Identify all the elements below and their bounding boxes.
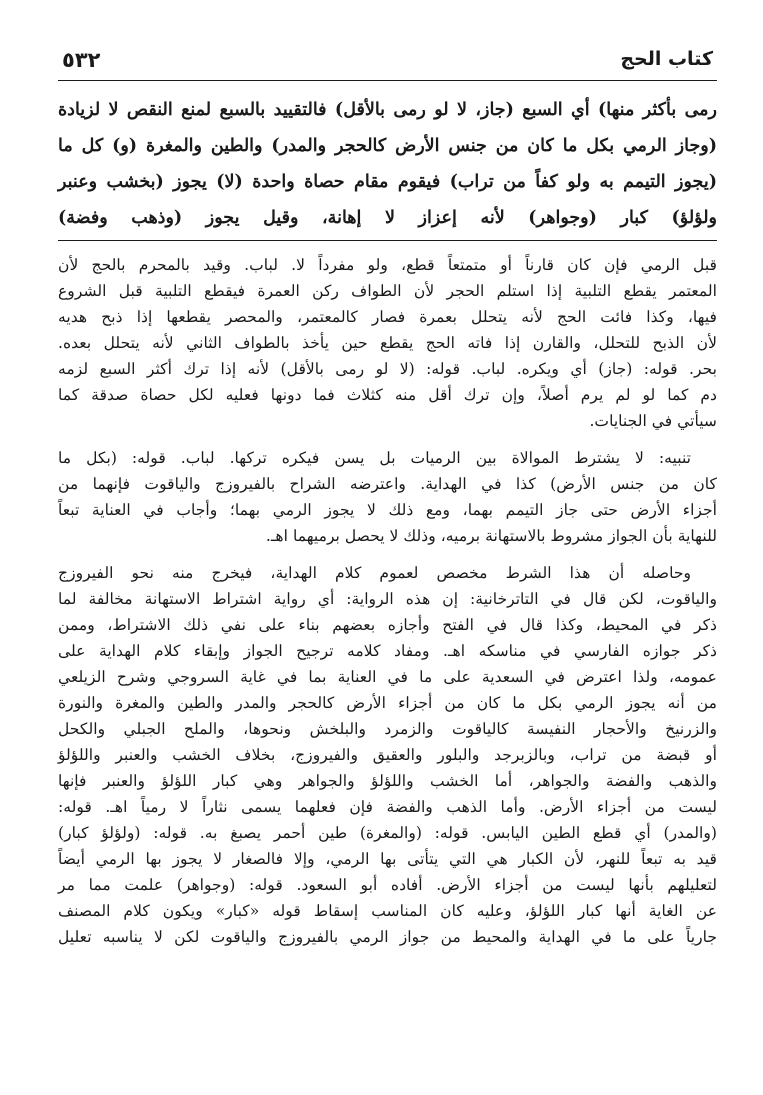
commentary-line: قيد به تبعاً للنهر، لأن الكبار هي التي يتأتى بها الرمي، وإلا فالصغار لا يجوز بها الرمي أيضاً [58,850,717,868]
commentary-line: وحاصله أن هذا الشرط مخصص لعموم كلام الهداية، فيخرج منه نحو الفيروزج [58,564,691,582]
commentary-line: لتعليلهم بأنها ليست من أجزاء الأرض. أفاده أبو السعود. قوله: (وجواهر) علمت مما مر [58,876,717,894]
commentary-line: أو قبضة من تراب، وبالزبرجد والبلور والعقيق والفيروزج، بخلاف الخشب والعنبر واللؤلؤ [58,746,717,764]
commentary-line: (والمدر) أي قطع الطين اليابس. قوله: (والمغرة) طين أحمر يصبغ به. قوله: (ولؤلؤ كبار) [58,824,717,842]
commentary-line: ذكر جوازه الفارسي في مناسكه اهـ. ومفاد كلامه ترجيح الجواز وإبقاء كلام الهداية على [58,642,717,660]
commentary-line: كان من جنس الأرض) كذا في الهداية. واعترضه الشراح بالفيروزج والياقوت فإنهما من [58,475,717,493]
main-text [58,92,717,236]
commentary-line: للنهاية بأن الجواز مشروط بالاستهانة برميه، وذلك لا يحصل برميهما اهـ. [265,527,717,545]
commentary-line: عمومه، ولذا اعترض في السعدية على ما في العناية بما في غاية السروجي وشرح الزيلعي [58,668,717,686]
commentary-paragraph [58,252,717,434]
commentary-line: جارياً على ما في الهداية والمحيط من جواز الرمي بالفيروزج والياقوت لكن لا يناسبه تعليل [58,928,717,946]
commentary-line: ذكر في المحيط، وكذا قال في الفتح وأجازه بعضهم بناء على نفي ذلك الاشتراط، وممن [58,616,717,634]
main-text-line: (وجاز الرمي بكل ما كان من جنس الأرض كالحجر والمدر) والطين والمغرة (و) كل ما [58,136,717,156]
commentary-line: عن الغاية أنها كبار اللؤلؤ، وعليه كان المناسب إسقاط قوله «كبار» ويكون كلام المصنف [58,902,717,920]
page-header [62,44,715,78]
main-text-line: (يجوز التيمم به ولو كفاً من تراب) فيقوم مقام حصاة واحدة (لا) يجوز (بخشب وعنبر [58,172,717,192]
commentary-line: تنبيه: لا يشترط الموالاة بين الرميات بل يسن فيكره تركها. لباب. قوله: (بكل ما [58,449,691,467]
commentary-line: المعتمر يقطع التلبية إذا استلم الحجر لأن الطواف ركن العمرة فيقطع التلبية قبل الشروع [58,282,717,300]
commentary-line: سيأتي في الجنايات. [589,412,717,430]
commentary-line: دم كما لو لم يرم أصلاً، وإن ترك أقل منه كثلاث فما دونها فعليه لكل حصاة صدقة كما [58,386,717,404]
header-divider [58,80,717,81]
commentary-line: قبل الرمي فإن كان قارناً أو متمتعاً قطع، ولو مفرداً لا. لباب. وقيد بالمحرم بالحج لأن [58,256,717,274]
commentary-line: لأن الذبح للتحلل، والقارن إذا فاته الحج يقطع حين يأخذ بالطواف الثاني لأنه يتحلل بعده. [58,334,717,352]
commentary-line: بحر. قوله: (جاز) أي ويكره. لباب. قوله: (لا لو رمى بالأقل) لأنه إذا ترك أكثر السبع لزمه [58,360,717,378]
running-title: كتاب الحج [620,48,713,70]
commentary-line: والياقوت، لكن قال في التاترخانية: إن هذه الرواية: أي رواية اشتراط الاستهانة مخالفة لما [58,590,717,608]
commentary-line: أجزاء الأرض حتى جاز التيمم بهما، ومع ذلك لا يجوز الرمي بهما؛ وأجاب في العناية تبعاً [58,501,717,519]
commentary [58,252,717,961]
page-number: ٥٣٢ [62,48,101,72]
commentary-line: ليست من أجزاء الأرض. وأما الذهب والفضة فإن فعلهما يسمى نثاراً لا رمياً اهـ. قوله: [58,798,717,816]
commentary-line: من أنه يجوز الرمي بكل ما كان من أجزاء الأرض كالحجر والمدر والطين والمغرة والنورة [58,694,717,712]
commentary-line: والذهب والفضة والجواهر، أما الخشب واللؤلؤ والجواهر وهي كبار اللؤلؤ والعنبر فإنها [58,772,717,790]
commentary-paragraph [58,445,717,549]
commentary-line: والزرنيخ والأحجار النفيسة كالياقوت والزمرد والبلخش ونحوها، والملح الجبلي والكحل [58,720,717,738]
commentary-line: فيها، وكذا فائت الحج لأنه يتحلل بعمرة فصار كالمعتمر، والمحصر يقطعها إذا ذبح هديه [58,308,717,326]
commentary-paragraph [58,560,717,950]
main-text-line: ولؤلؤ) كبار (وجواهر) لأنه إعزاز لا إهانة، وقيل يجوز (وذهب وفضة) [58,208,717,228]
main-text-line: رمى بأكثر منها) أي السبع (جاز، لا لو رمى بالأقل) فالتقييد بالسبع لمنع النقص لا لزيادة [58,100,717,120]
text-divider [58,240,717,241]
